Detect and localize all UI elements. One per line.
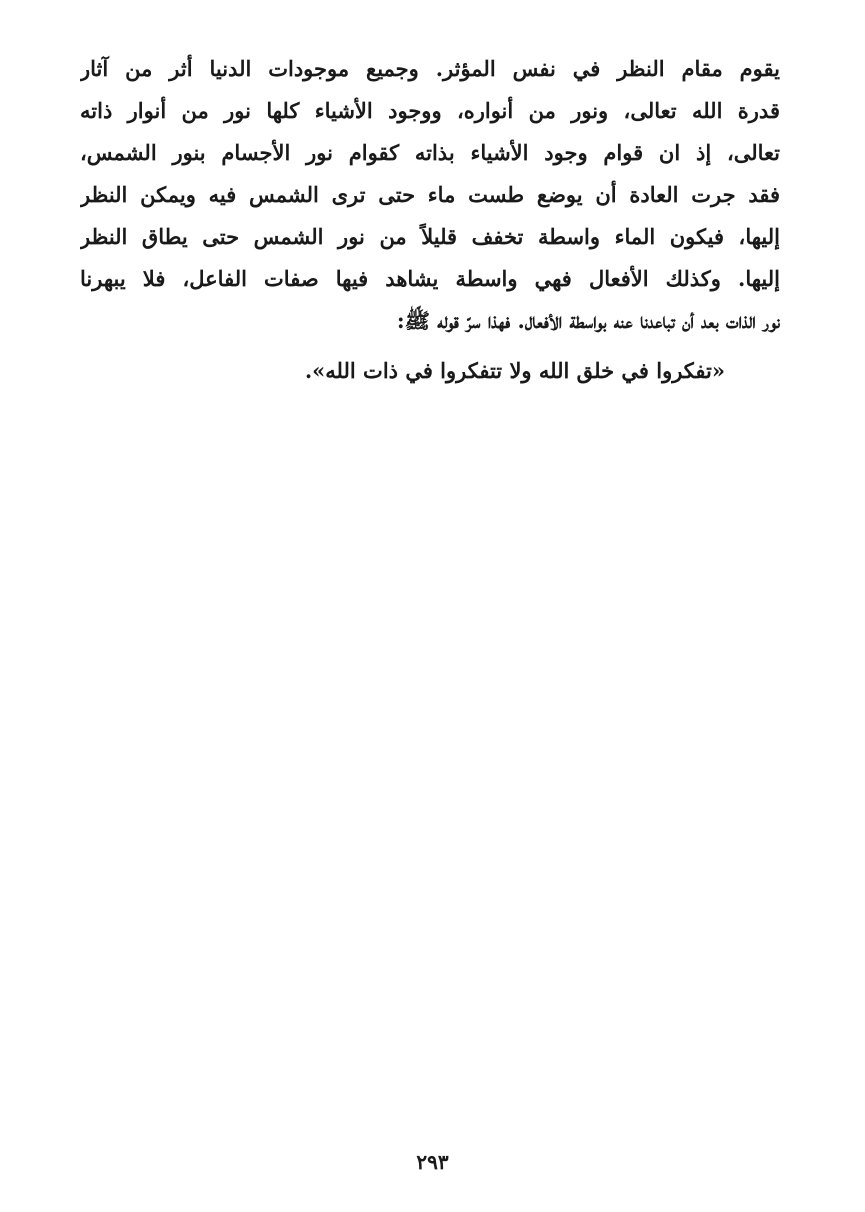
page-number: ٢٩٣ [416,1150,449,1174]
paragraph-line-6: إليها. وكذلك الأفعال فهي واسطة يشاهد فيها صفات الفاعل، فلا يبهرنا [80,266,780,291]
paragraph-line-4: فقد جرت العادة أن يوضع طست ماء حتى ترى الشمس فيه ويمكن النظر [80,182,780,207]
paragraph-line-2: قدرة الله تعالى، ونور من أنواره، ووجود الأشياء كلها نور من أنوار ذاته [80,98,780,123]
paragraph-line-1: يقوم مقام النظر في نفس المؤثر. وجميع موجودات الدنيا أثر من آثار [80,56,780,81]
hadith-quote: «تفكروا في خلق الله ولا تتفكروا في ذات الله». [304,358,725,383]
paragraph-line-5: إليها، فيكون الماء واسطة تخفف قليلاً من نور الشمس حتى يطاق النظر [80,224,780,249]
paragraph-line-3: تعالى، إذ ان قوام وجود الأشياء بذاته كقوام نور الأجسام بنور الشمس، [80,140,780,165]
paragraph-line-7: نور الذات بعد أن تباعدنا عنه بواسطة الأفعال. فهذا سرّ قوله ﷺ: [396,308,780,333]
body-paragraph [80,48,780,342]
